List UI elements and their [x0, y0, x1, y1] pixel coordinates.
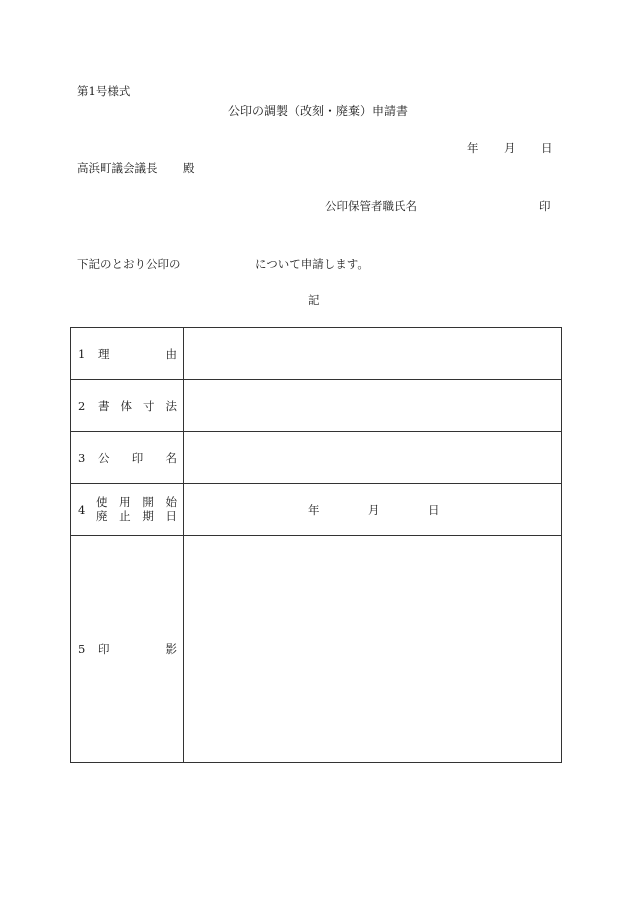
row-number: 3	[78, 450, 86, 465]
ki-heading: 記	[308, 293, 320, 307]
statement-after: について申請します。	[255, 257, 369, 271]
statement-before: 下記のとおり公印の	[77, 257, 181, 271]
application-table	[70, 327, 562, 763]
form-number: 第1号様式	[77, 84, 131, 98]
label-char: 印	[98, 642, 110, 656]
label-char: 用	[119, 495, 131, 509]
table-row-reason	[71, 328, 562, 380]
row-label	[71, 346, 183, 362]
row-number: 1	[78, 346, 86, 361]
date-day-label: 日	[541, 141, 553, 155]
addressee-name: 高浜町議会議長	[77, 161, 158, 175]
seal-name-value-cell[interactable]	[184, 432, 562, 484]
date-month-label: 月	[504, 141, 516, 155]
dates-month-label: 月	[368, 502, 380, 517]
label-char: 期	[142, 509, 154, 523]
label-char: 理	[98, 346, 110, 361]
label-char: 印	[131, 450, 144, 465]
row-label	[71, 398, 183, 414]
table-row-font-size	[71, 380, 562, 432]
label-char: 始	[165, 495, 177, 509]
seal-impression-value-cell[interactable]	[184, 536, 562, 763]
label-char: 使	[96, 495, 108, 509]
label-char: 法	[165, 398, 177, 413]
table-row-seal-impression	[71, 536, 562, 763]
document-title: 公印の調製（改刻・廃棄）申請書	[228, 104, 409, 118]
label-char: 日	[165, 509, 177, 523]
label-char: 名	[165, 450, 177, 465]
date-year-label: 年	[467, 141, 479, 155]
label-char: 止	[119, 509, 131, 523]
addressee-honorific: 殿	[183, 161, 195, 175]
table-row-dates	[71, 484, 562, 536]
label-char: 廃	[96, 509, 108, 523]
seal-mark: 印	[539, 199, 551, 213]
table-row-seal-name	[71, 432, 562, 484]
label-char: 由	[165, 346, 177, 361]
dates-day-label: 日	[428, 502, 440, 517]
label-char: 開	[142, 495, 154, 509]
label-char: 公	[98, 450, 110, 465]
label-char: 寸	[143, 398, 155, 413]
dates-value-cell[interactable]	[184, 484, 562, 536]
reason-value-cell[interactable]	[184, 328, 562, 380]
label-char: 書	[98, 398, 110, 413]
row-label	[71, 641, 183, 657]
row-number: 2	[78, 398, 86, 413]
dates-year-label: 年	[308, 502, 320, 517]
row-number: 4	[78, 502, 86, 517]
applicant-label: 公印保管者職氏名	[325, 199, 417, 213]
font-size-value-cell[interactable]	[184, 380, 562, 432]
label-char: 体	[120, 398, 132, 413]
row-number: 5	[78, 642, 86, 656]
label-char: 影	[165, 642, 177, 656]
row-label	[71, 496, 183, 523]
row-label	[71, 450, 183, 466]
